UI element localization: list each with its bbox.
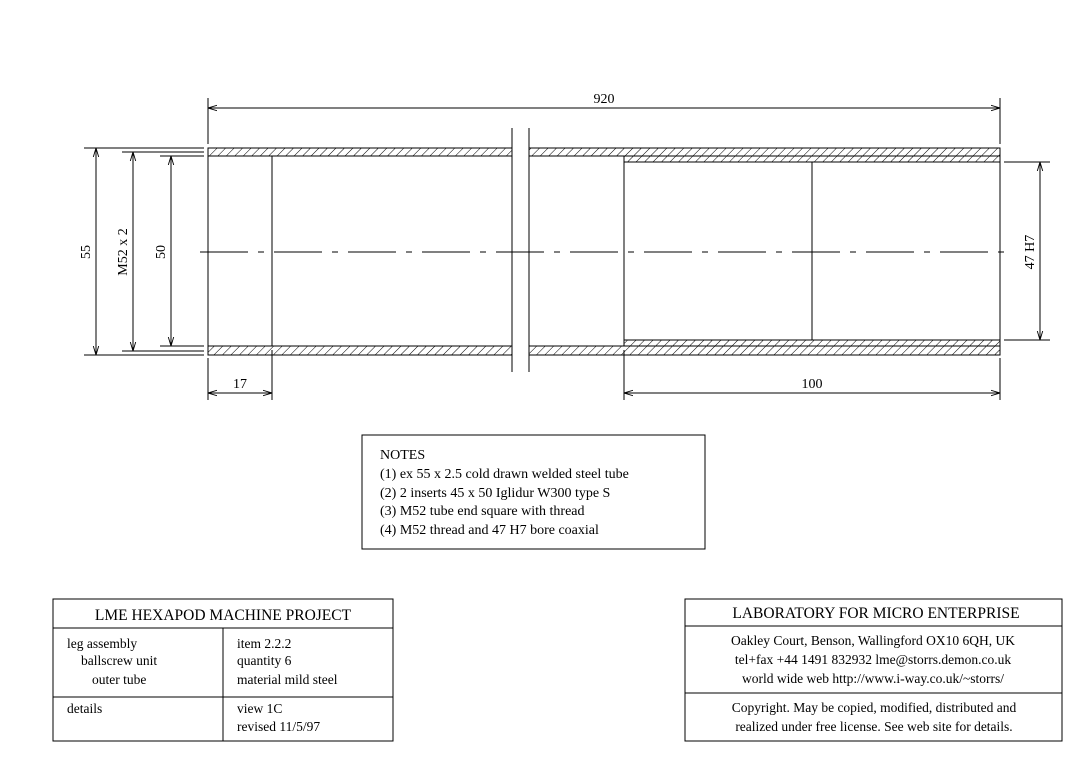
project-desc-2: ballscrew unit [81,653,158,668]
dim-55-label: 55 [79,245,94,259]
lab-title: LABORATORY FOR MICRO ENTERPRISE [732,605,1020,622]
top-wall-right [529,148,1000,156]
bottom-wall-right [529,346,1000,355]
project-title-block [53,599,393,741]
note-4: (4) M52 thread and 47 H7 bore coaxial [380,523,599,538]
project-title: LME HEXAPOD MACHINE PROJECT [94,607,352,624]
project-spec-1: item 2.2.2 [237,636,292,651]
note-1: (1) ex 55 x 2.5 cold drawn welded steel tube [380,467,629,482]
lab-address-1: Oakley Court, Benson, Wallingford OX10 6QH, UK [730,633,1016,648]
project-desc-3: outer tube [92,672,147,687]
dim-920-label: 920 [593,92,615,107]
top-insert [624,156,1000,162]
dimension-thread [116,152,133,351]
dim-47h7-label: 47 H7 [1023,234,1038,270]
lab-address-2: tel+fax +44 1491 832932 lme@storrs.demon.co.uk [734,652,1012,667]
break-lines [512,128,529,372]
notes-box [362,435,705,549]
lab-license-1: Copyright. May be copied, modified, distributed and [731,700,1017,715]
dimension-thread-length [208,350,272,400]
project-details-label: details [67,701,103,716]
dimension-inner-diameter [154,156,171,346]
project-desc-1: leg assembly [67,636,138,651]
dimension-overall-length [208,92,1000,144]
dim-17-label: 17 [233,377,247,392]
project-spec-3: material mild steel [237,672,338,687]
left-extension-lines [84,148,204,355]
dim-m52-label: M52 x 2 [116,228,131,276]
bottom-insert [624,340,1000,346]
bottom-wall-left [208,346,512,355]
lab-title-block [685,599,1062,741]
dimension-insert-length [624,350,1000,400]
project-revised: revised 11/5/97 [237,719,321,734]
notes-heading: NOTES [380,448,426,463]
note-3: (3) M52 tube end square with thread [380,504,585,519]
note-2: (2) 2 inserts 45 x 50 Iglidur W300 type S [380,486,611,501]
project-spec-2: quantity 6 [237,653,292,668]
top-wall-left [208,148,512,156]
lab-address-3: world wide web http://www.i-way.co.uk/~storrs/ [741,671,1005,686]
lab-license-2: realized under free license. See web site for details. [735,719,1013,734]
dim-100-label: 100 [801,377,823,392]
project-view: view 1C [237,701,283,716]
dim-50-label: 50 [154,245,169,259]
dimension-outer-diameter [79,148,96,355]
dimension-bore [1004,162,1050,340]
